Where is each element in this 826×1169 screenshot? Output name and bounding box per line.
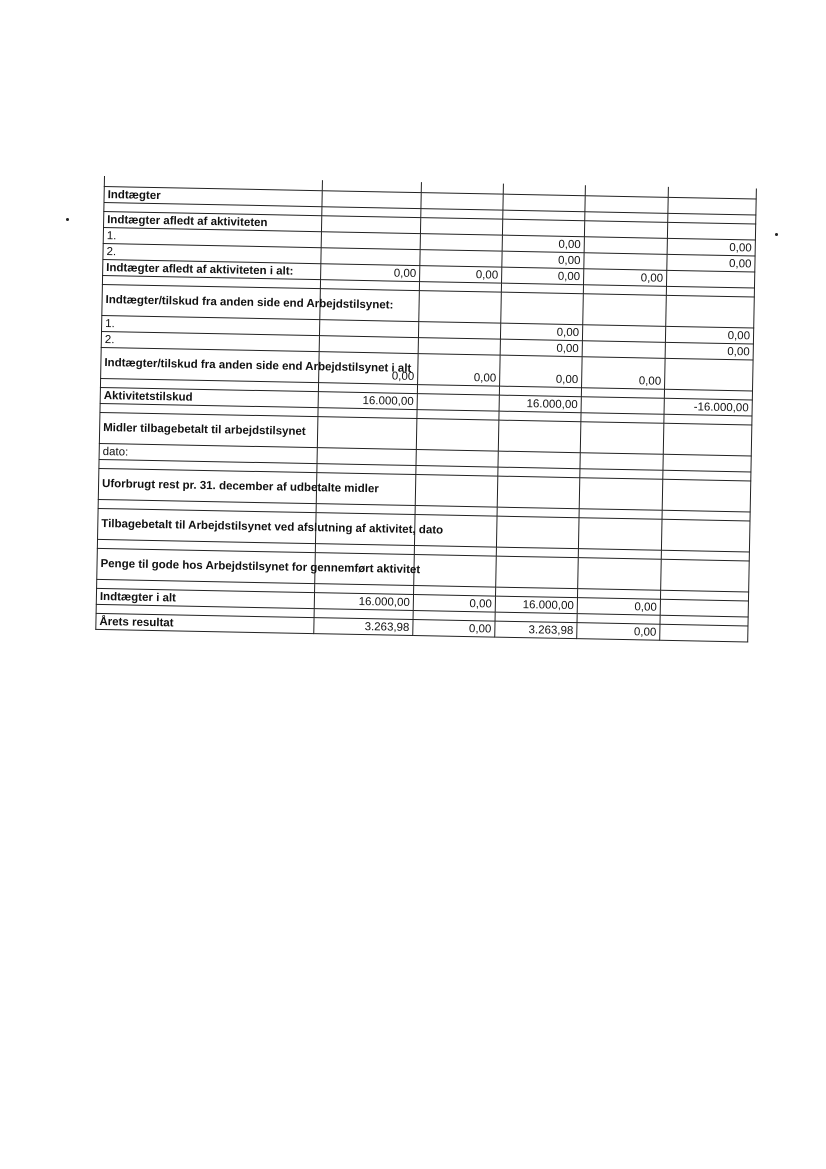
row-label: Tilbagebetalt til Arbejdstilsynet ved afslutning af aktivitet, dato [98,508,317,543]
cell-value: 0,00 [502,251,584,269]
row-label: 1. [102,315,320,335]
cell-value: 3.263,98 [314,618,413,636]
income-table [95,176,757,642]
row-label: 1. [103,228,321,248]
row-label: Indtægter afledt af aktiviteten [104,212,322,232]
cell-value: 3.263,98 [495,621,577,639]
cell-value: 0,00 [418,354,501,387]
cell-value: 0,00 [500,339,582,357]
row-label: 2. [101,331,319,351]
row-label: Aktivitetstilskud [100,387,318,407]
cell-value: 16.000,00 [499,395,581,413]
cell-value: 0,00 [413,620,495,638]
cell-value: 0,00 [582,357,666,390]
cell-value: -16.000,00 [664,398,752,416]
scan-speck [66,218,69,221]
row-label: Indtægter/tilskud fra anden side end Arbejdstilsynet i alt [101,347,320,382]
budget-sheet [95,176,756,642]
row-label: Indtægter i alt [96,588,314,608]
cell-value: 0,00 [500,323,582,341]
row-label: dato: [99,443,317,463]
cell-value: 0,00 [502,267,584,285]
cell-value: 0,00 [321,264,420,282]
cell-value: 0,00 [665,342,753,360]
cell-value: 0,00 [665,326,753,344]
cell-value: 0,00 [667,238,755,256]
cell-value: 0,00 [413,595,495,613]
cell-value: 16.000,00 [495,596,577,614]
cell-value: 0,00 [584,269,667,287]
row-label: Indtægter afledt af aktiviteten i alt: [103,259,321,279]
cell-value: 0,00 [502,235,584,253]
cell-value: 16.000,00 [318,392,417,410]
cell-value: 16.000,00 [314,593,413,611]
cell-value: 0,00 [667,254,755,272]
cell-value: 0,00 [500,355,583,388]
row-label: Midler tilbagebetalt til arbejdstilsynet [99,412,318,447]
row-label: Indtægter [104,187,322,207]
row-label: Uforbrugt rest pr. 31. december af udbetalte midler [98,468,317,503]
row-label: Indtægter/tilskud fra anden side end Arbejdstilsynet: [102,284,321,319]
cell-value: 0,00 [420,266,502,284]
row-label: 2. [103,243,321,263]
row-label: Penge til gode hos Arbejdstilsynet for gennemført aktivitet [97,548,316,583]
cell-value: 0,00 [577,598,660,616]
row-label: Årets resultat [96,613,314,633]
cell-value: 0,00 [577,623,660,641]
cell-value: 0,00 [319,352,419,385]
scan-speck [775,233,778,236]
